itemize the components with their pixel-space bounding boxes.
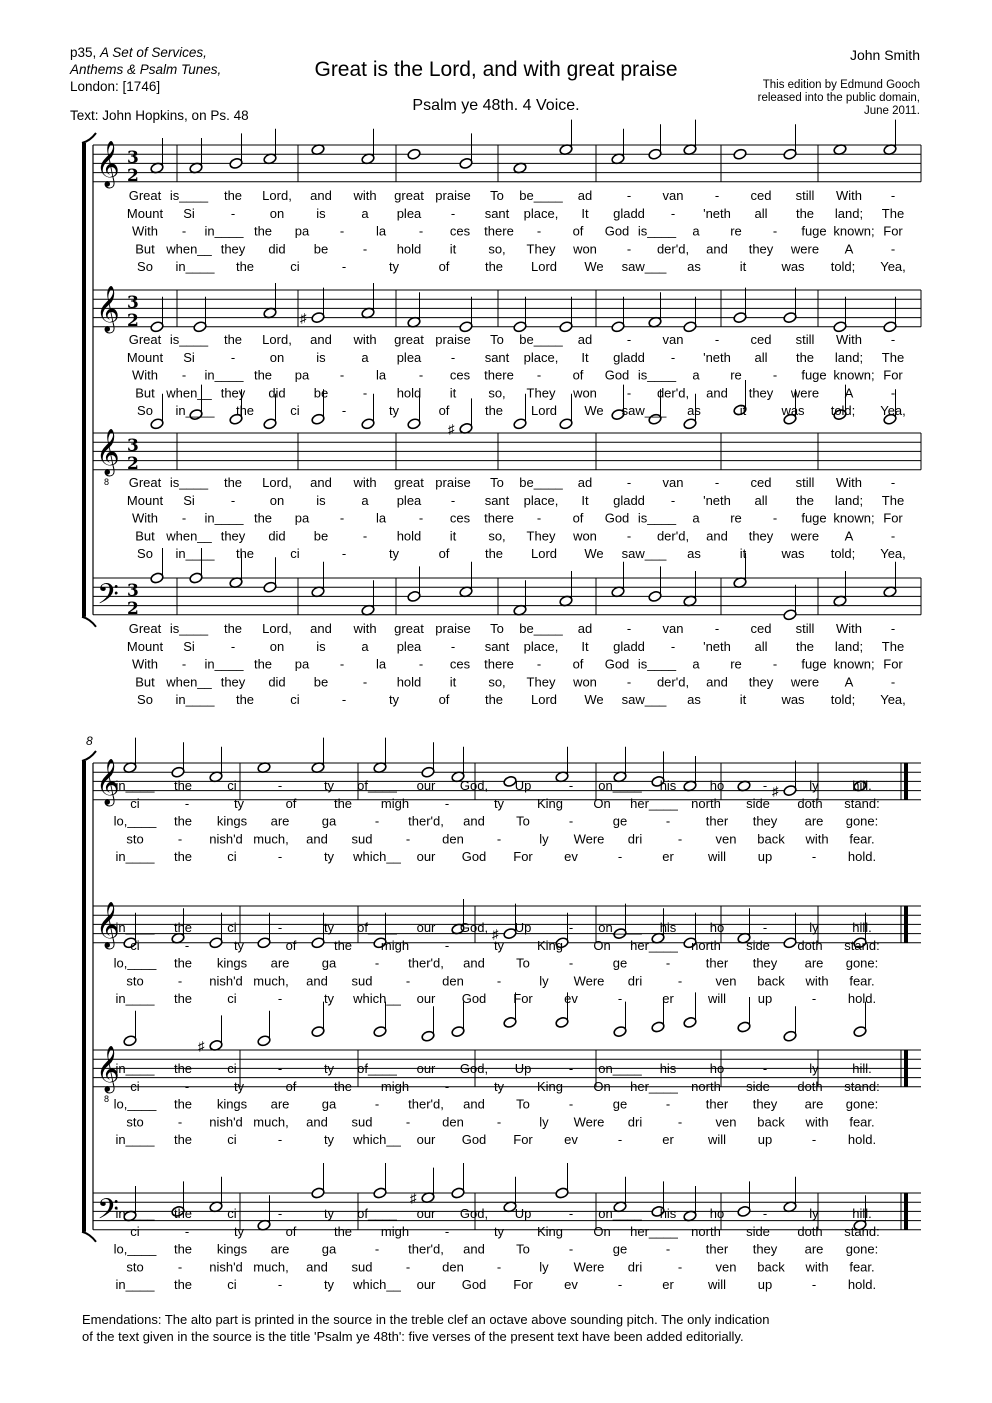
bracket-hook — [82, 617, 96, 627]
edition-line-2: released into the public domain, — [757, 92, 920, 104]
lyrics-s1-staff1-verse-3: With - in____ the pa - la - ces there - of God is____ a re - fuge known; For — [132, 223, 903, 239]
bass-clef-icon: 𝄢 — [97, 578, 119, 618]
note-head — [683, 1016, 697, 1028]
time-signature-bottom: 2 — [127, 599, 139, 619]
note-head — [648, 590, 662, 602]
time-signature-bottom: 2 — [127, 166, 139, 186]
note-head — [613, 1026, 627, 1038]
note-head — [229, 157, 243, 169]
lyrics-s2-staff1-verse-2: ci - ty of the migh - ty King On her____ north side doth stand: — [130, 795, 880, 811]
treble-clef-icon: 𝄞 — [96, 902, 120, 948]
lyrics-s2-staff3-verse-5: in____ the ci - ty which__ our God For ev - er will up - hold. — [115, 1132, 877, 1148]
lyrics-s1-staff1-verse-5: So in____ the ci - ty of the Lord We saw___ as it was told; Yea, — [137, 259, 906, 275]
lyrics-s1-staff3-verse-4: But when__ they did be - hold it so, They won - der'd, and they were A - — [135, 528, 896, 544]
note-head — [783, 148, 797, 160]
emendations-line-2: of the text given in the source is the title 'Psalm ye 48th': five verses of the present text have been added editorially. — [82, 1329, 744, 1344]
lyrics-s1-staff3-verse-5: So in____ the ci - ty of the Lord We saw___ as it was told; Yea, — [137, 546, 906, 562]
lyrics-s1-staff2-verse-2: Mount Si - on is a plea - sant place, It gladd - 'neth all the land; The — [126, 349, 905, 365]
note-head — [783, 937, 797, 949]
lyrics-s2-staff3-verse-1: in____ the ci - ty of____ our God, Up - on____ his ho - ly hill. — [115, 1061, 872, 1076]
lyrics-s1-staff3-verse-3: With - in____ the pa - la - ces there - of God is____ a re - fuge known; For — [132, 510, 903, 526]
treble-clef-icon: 𝄞 — [96, 141, 120, 187]
note-head — [361, 418, 375, 430]
bracket-hook — [82, 133, 96, 143]
lyrics-s1-staff2-verse-4: But when__ they did be - hold it so, They won - der'd, and they were A - — [135, 385, 896, 401]
lyrics-s1-staff2-verse-5: So in____ the ci - ty of the Lord We saw___ as it was told; Yea, — [137, 403, 906, 419]
final-barline — [904, 1193, 908, 1230]
lyrics-s1-staff4-verse-4: But when__ they did be - hold it so, They won - der'd, and they were A - — [135, 674, 896, 690]
note-head — [257, 1035, 271, 1047]
bracket-hook — [82, 751, 96, 761]
note-head — [407, 418, 421, 430]
note-head — [683, 418, 697, 430]
note-head — [311, 413, 325, 425]
lyrics-s2-staff2-verse-3: lo,____ the kings are ga - ther'd, and To - ge - ther they are gone: — [113, 955, 879, 971]
sharp-icon: ♯ — [448, 421, 455, 437]
treble-clef-icon: 𝄞 — [96, 1046, 120, 1092]
note-head — [123, 1035, 137, 1047]
edition-line-3: June 2011. — [863, 105, 920, 117]
bracket-hook — [82, 1232, 96, 1242]
lyrics-s1-staff2-verse-3: With - in____ the pa - la - ces there - of God is____ a re - fuge known; For — [132, 367, 903, 383]
emendations-line-1: Emendations: The alto part is printed in the source in the treble clef an octave above sounding pitch. The only indication — [82, 1312, 770, 1327]
note-head — [783, 609, 797, 621]
lyrics-s1-staff3-verse-1: Great is____ the Lord, and with great praise To be____ ad - van - ced still With - — [128, 475, 896, 490]
lyrics-s2-staff1-verse-3: lo,____ the kings are ga - ther'd, and To - ge - ther they are gone: — [113, 813, 879, 829]
source-page: p35, — [70, 45, 97, 60]
lyrics-s2-staff4-verse-2: ci - ty of the migh - ty King On her____ north side doth stand: — [130, 1223, 880, 1239]
lyrics-s2-staff2-verse-1: in____ the ci - ty of____ our God, Up - on____ his ho - ly hill. — [115, 920, 872, 935]
note-head — [559, 418, 573, 430]
note-head — [421, 1030, 435, 1042]
octave-mark: 8 — [104, 1094, 110, 1104]
page-title: Great is the Lord, and with great praise — [314, 58, 678, 81]
page-subtitle: Psalm ye 48th. 4 Voice. — [412, 97, 580, 114]
text-credit: Text: John Hopkins, on Ps. 48 — [70, 108, 249, 123]
note-head — [648, 148, 662, 160]
lyrics-s2-staff3-verse-2: ci - ty of the migh - ty King On her____ north side doth stand: — [130, 1078, 880, 1094]
sharp-icon: ♯ — [410, 1190, 417, 1206]
note-head — [611, 321, 625, 333]
time-signature-top: 3 — [127, 436, 139, 456]
note-head — [737, 1021, 751, 1033]
treble-clef-icon: 𝄞 — [96, 286, 120, 332]
lyrics-s2-staff4-verse-1: in____ the ci - ty of____ our God, Up - on____ his ho - ly hill. — [115, 1206, 872, 1221]
lyrics-s2-staff4-verse-4: sto - nish'd much, and sud - den - ly Were dri - ven back with fear. — [126, 1259, 875, 1275]
time-signature-top: 3 — [127, 581, 139, 601]
lyrics-s1-staff4-verse-1: Great is____ the Lord, and with great praise To be____ ad - van - ced still With - — [128, 621, 896, 636]
bass-clef-icon: 𝄢 — [97, 1193, 119, 1233]
lyrics-s1-staff2-verse-1: Great is____ the Lord, and with great praise To be____ ad - van - ced still With - — [128, 332, 896, 347]
note-head — [407, 590, 421, 602]
lyrics-s1-staff4-verse-5: So in____ the ci - ty of the Lord We saw___ as it was told; Yea, — [137, 692, 906, 708]
time-signature-top: 3 — [127, 293, 139, 313]
note-head — [257, 937, 271, 949]
lyrics-s1-staff4-verse-3: With - in____ the pa - la - ces there - of God is____ a re - fuge known; For — [132, 656, 903, 672]
sharp-icon: ♯ — [198, 1038, 205, 1054]
note-head — [783, 312, 797, 324]
note-head — [733, 312, 747, 324]
lyrics-s2-staff4-verse-5: in____ the ci - ty which__ our God For ev - er will up - hold. — [115, 1277, 877, 1293]
final-barline — [904, 763, 908, 800]
note-head — [459, 157, 473, 169]
emendations-note — [82, 1311, 922, 1345]
treble-clef-icon: 𝄞 — [96, 429, 120, 475]
lyrics-s2-staff3-verse-3: lo,____ the kings are ga - ther'd, and To - ge - ther they are gone: — [113, 1096, 879, 1112]
edition-line-1: This edition by Edmund Gooch — [762, 79, 920, 91]
note-head — [733, 148, 747, 160]
lyrics-s2-staff1-verse-5: in____ the ci - ty which__ our God For ev - er will up - hold. — [115, 849, 877, 865]
note-head — [189, 572, 203, 584]
note-head — [150, 572, 164, 584]
note-head — [263, 418, 277, 430]
system-bracket — [82, 143, 86, 617]
system-bracket — [82, 761, 86, 1232]
note-head — [209, 937, 223, 949]
lyrics-s2-staff2-verse-5: in____ the ci - ty which__ our God For ev - er will up - hold. — [115, 991, 877, 1007]
lyrics-s2-staff4-verse-3: lo,____ the kings are ga - ther'd, and To - ge - ther they are gone: — [113, 1241, 879, 1257]
note-head — [555, 1016, 569, 1028]
note-head — [311, 312, 325, 324]
note-head — [783, 785, 797, 797]
final-barline — [904, 1050, 908, 1087]
note-head — [783, 1030, 797, 1042]
lyrics-s2-staff2-verse-4: sto - nish'd much, and sud - den - ly Were dri - ven back with fear. — [126, 973, 875, 989]
source-imprint: London: [1746] — [70, 79, 161, 94]
note-head — [513, 418, 527, 430]
treble-clef-icon: 𝄞 — [96, 759, 120, 805]
time-signature-top: 3 — [127, 148, 139, 168]
note-head — [651, 1021, 665, 1033]
note-head — [373, 1187, 387, 1199]
time-signature-bottom: 2 — [127, 454, 139, 474]
note-head — [503, 1016, 517, 1028]
note-head — [373, 1026, 387, 1038]
octave-mark: 8 — [104, 477, 110, 487]
lyrics-s2-staff1-verse-4: sto - nish'd much, and sud - den - ly Were dri - ven back with fear. — [126, 831, 875, 847]
lyrics-s2-staff1-verse-1: in____ the ci - ty of____ our God, Up - on____ his ho - ly hill. — [115, 778, 872, 793]
note-head — [311, 1187, 325, 1199]
sharp-icon: ♯ — [492, 926, 499, 942]
note-head — [407, 148, 421, 160]
note-head — [555, 1187, 569, 1199]
measure-number: 8 — [86, 734, 93, 748]
note-head — [683, 321, 697, 333]
note-head — [311, 1026, 325, 1038]
lyrics-s1-staff1-verse-4: But when__ they did be - hold it so, They won - der'd, and they were A - — [135, 241, 896, 257]
final-barline — [904, 906, 908, 943]
lyrics-s2-staff2-verse-2: ci - ty of the migh - ty King On her____ north side doth stand: — [130, 937, 880, 953]
source-title-a: A Set of Services, — [100, 45, 207, 60]
lyrics-s1-staff4-verse-2: Mount Si - on is a plea - sant place, It gladd - 'neth all the land; The — [126, 638, 905, 654]
sharp-icon: ♯ — [300, 310, 307, 326]
time-signature-bottom: 2 — [127, 311, 139, 331]
source-title-b: Anthems & Psalm Tunes, — [70, 62, 222, 77]
lyrics-s1-staff1-verse-1: Great is____ the Lord, and with great praise To be____ ad - van - ced still With - — [128, 188, 896, 203]
note-head — [451, 1026, 465, 1038]
note-head — [451, 1187, 465, 1199]
lyrics-s2-staff3-verse-4: sto - nish'd much, and sud - den - ly Were dri - ven back with fear. — [126, 1114, 875, 1130]
composer: John Smith — [849, 47, 920, 63]
lyrics-s1-staff1-verse-2: Mount Si - on is a plea - sant place, It gladd - 'neth all the land; The — [126, 205, 905, 221]
note-head — [853, 1026, 867, 1038]
note-head — [421, 766, 435, 778]
note-head — [150, 418, 164, 430]
note-head — [263, 581, 277, 593]
note-head — [171, 766, 185, 778]
sharp-icon: ♯ — [772, 783, 779, 799]
note-head — [311, 937, 325, 949]
note-head — [737, 1205, 751, 1217]
lyrics-s1-staff3-verse-2: Mount Si - on is a plea - sant place, It gladd - 'neth all the land; The — [126, 492, 905, 508]
